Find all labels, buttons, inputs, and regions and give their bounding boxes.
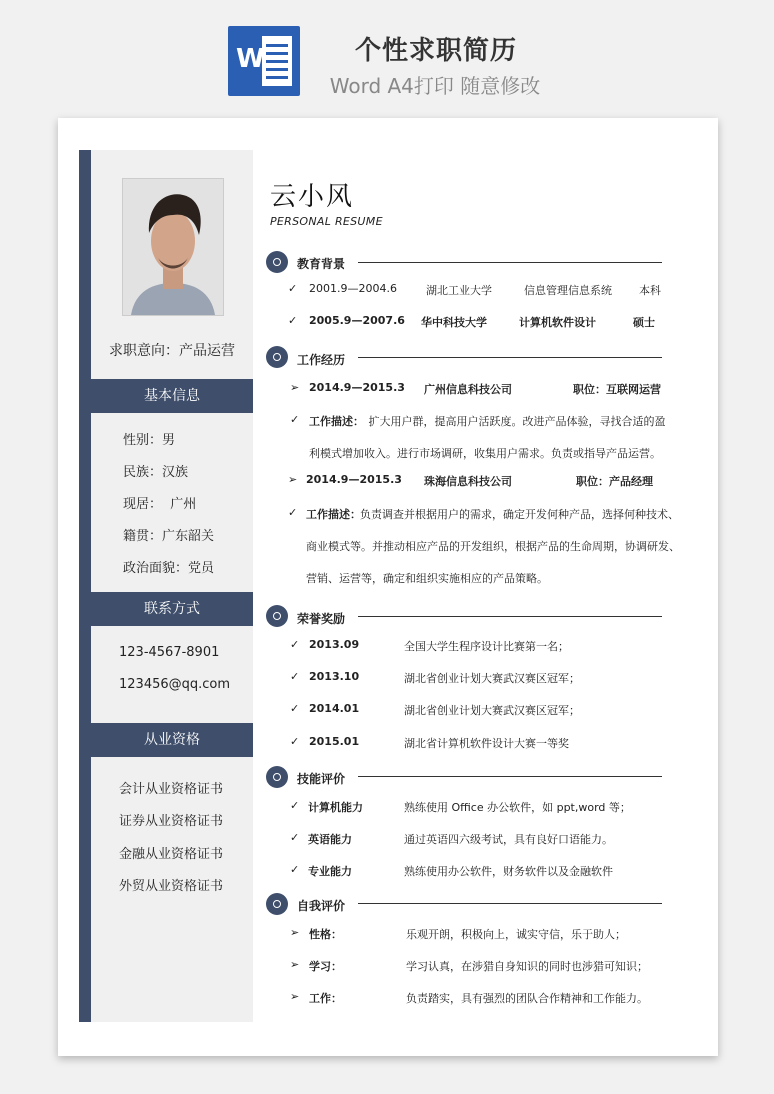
honor-text: 湖北省创业计划大赛武汉赛区冠军； — [404, 704, 580, 717]
sidebar-accent-bar — [79, 150, 91, 1022]
honor-text: 湖北省创业计划大赛武汉赛区冠军； — [404, 672, 580, 685]
basic-residence: 现居： 广州 — [123, 497, 197, 512]
edu-period: 2001.9—2004.6 — [309, 282, 397, 295]
check-icon: ✓ — [288, 314, 298, 327]
job-desc-label: 工作描述： — [309, 415, 364, 428]
cert-item: 外贸从业资格证书 — [119, 879, 224, 894]
honor-date: 2014.01 — [309, 702, 360, 715]
banner-title: 个性求职简历 — [354, 36, 517, 66]
check-icon: ✓ — [290, 702, 300, 715]
skills-icon — [266, 766, 288, 788]
logo-letter: W — [236, 44, 265, 74]
job-desc-line: 扩大用户群，提高用户活跃度。改进产品体验，寻找合适的盈 — [365, 415, 666, 428]
basic-ethnicity: 民族：汉族 — [123, 465, 189, 480]
edu-school: 湖北工业大学 — [426, 284, 492, 297]
self-eval-heading: 自我评价 — [297, 899, 346, 913]
self-eval-text: 乐观开朗，积极向上，诚实守信，乐于助人； — [406, 928, 626, 941]
self-eval-label: 性格： — [309, 928, 342, 941]
divider — [358, 262, 662, 263]
document-page-shape — [262, 36, 292, 86]
arrow-icon: ➢ — [290, 958, 300, 971]
work-heading: 工作经历 — [297, 353, 346, 367]
banner-subtitle: Word A4打印 随意修改 — [329, 74, 541, 98]
award-icon — [266, 605, 288, 627]
word-logo-icon — [228, 26, 300, 96]
job-position: 职位：产品经理 — [576, 475, 653, 488]
edu-period: 2005.9—2007.6 — [309, 314, 405, 327]
check-icon: ✓ — [290, 799, 300, 812]
job-desc-line: 负责调查并根据用户的需求，确定开发何种产品，选择何种技术、 — [360, 508, 679, 521]
job-company: 广州信息科技公司 — [424, 383, 512, 396]
self-eval-label: 学习： — [309, 960, 342, 973]
honor-text: 湖北省计算机软件设计大赛一等奖 — [404, 737, 569, 750]
cert-item: 证券从业资格证书 — [119, 814, 224, 829]
arrow-icon: ➢ — [290, 990, 300, 1003]
self-eval-label: 工作： — [309, 992, 342, 1005]
arrow-icon: ➢ — [288, 473, 298, 486]
cert-item: 金融从业资格证书 — [119, 847, 224, 862]
check-icon: ✓ — [290, 735, 300, 748]
honor-date: 2013.09 — [309, 638, 360, 651]
job-period: 2014.9—2015.3 — [309, 381, 405, 394]
check-icon: ✓ — [290, 831, 300, 844]
job-desc-line: 营销、运营等，确定和组织实施相应的产品策略。 — [306, 572, 548, 585]
honor-text: 全国大学生程序设计比赛第一名； — [404, 640, 569, 653]
person-icon — [266, 893, 288, 915]
check-icon: ✓ — [288, 282, 298, 295]
divider — [358, 776, 662, 777]
honor-date: 2015.01 — [309, 735, 360, 748]
work-icon — [266, 346, 288, 368]
profile-photo — [122, 178, 224, 316]
contact-email: 123456@qq.com — [119, 677, 231, 692]
edu-school: 华中科技大学 — [421, 316, 487, 329]
job-desc-label: 工作描述： — [306, 508, 361, 521]
person-portrait-icon — [123, 179, 223, 315]
edu-major: 信息管理信息系统 — [524, 284, 612, 297]
skill-text: 熟练使用 Office 办公软件，如 ppt,word 等； — [404, 801, 631, 814]
basic-political: 政治面貌：党员 — [123, 561, 215, 576]
divider — [358, 357, 662, 358]
basic-hometown: 籍贯：广东韶关 — [123, 529, 215, 544]
self-eval-text: 学习认真，在涉猎自身知识的同时也涉猎可知识； — [406, 960, 648, 973]
edu-degree: 本科 — [639, 284, 661, 297]
arrow-icon: ➢ — [290, 926, 300, 939]
check-icon: ✓ — [290, 670, 300, 683]
skills-heading: 技能评价 — [297, 772, 346, 786]
arrow-icon: ➢ — [290, 381, 300, 394]
self-eval-text: 负责踏实，具有强烈的团队合作精神和工作能力。 — [406, 992, 648, 1005]
check-icon: ✓ — [290, 863, 300, 876]
contact-header: 联系方式 — [91, 592, 253, 626]
job-company: 珠海信息科技公司 — [424, 475, 512, 488]
check-icon: ✓ — [290, 638, 300, 651]
skill-name: 计算机能力 — [308, 801, 363, 814]
check-icon: ✓ — [288, 506, 298, 519]
divider — [358, 903, 662, 904]
job-intent: 求职意向：产品运营 — [109, 343, 235, 359]
education-icon — [266, 251, 288, 273]
honor-date: 2013.10 — [309, 670, 360, 683]
resume-subtitle: PERSONAL RESUME — [270, 215, 383, 228]
qualification-header: 从业资格 — [91, 723, 253, 757]
divider — [358, 616, 662, 617]
skill-text: 熟练使用办公软件，财务软件以及金融软件 — [404, 865, 613, 878]
skill-name: 英语能力 — [308, 833, 352, 846]
basic-gender: 性别：男 — [123, 433, 176, 448]
edu-degree: 硕士 — [633, 316, 655, 329]
job-period: 2014.9—2015.3 — [306, 473, 402, 486]
candidate-name: 云小风 — [270, 182, 355, 212]
job-desc-line: 商业模式等。并推动相应产品的开发组织，根据产品的生命周期，协调研发、 — [306, 540, 680, 553]
cert-item: 会计从业资格证书 — [119, 782, 224, 797]
job-position: 职位：互联网运营 — [573, 383, 661, 396]
job-desc-line: 利模式增加收入。进行市场调研，收集用户需求。负责或指导产品运营。 — [309, 447, 661, 460]
skill-name: 专业能力 — [308, 865, 352, 878]
check-icon: ✓ — [290, 413, 300, 426]
edu-major: 计算机软件设计 — [519, 316, 596, 329]
honors-heading: 荣誉奖励 — [297, 612, 346, 626]
top-banner — [0, 0, 774, 118]
skill-text: 通过英语四六级考试，具有良好口语能力。 — [404, 833, 613, 846]
basic-info-header: 基本信息 — [91, 379, 253, 413]
education-heading: 教育背景 — [297, 257, 346, 271]
contact-phone: 123-4567-8901 — [119, 645, 220, 660]
